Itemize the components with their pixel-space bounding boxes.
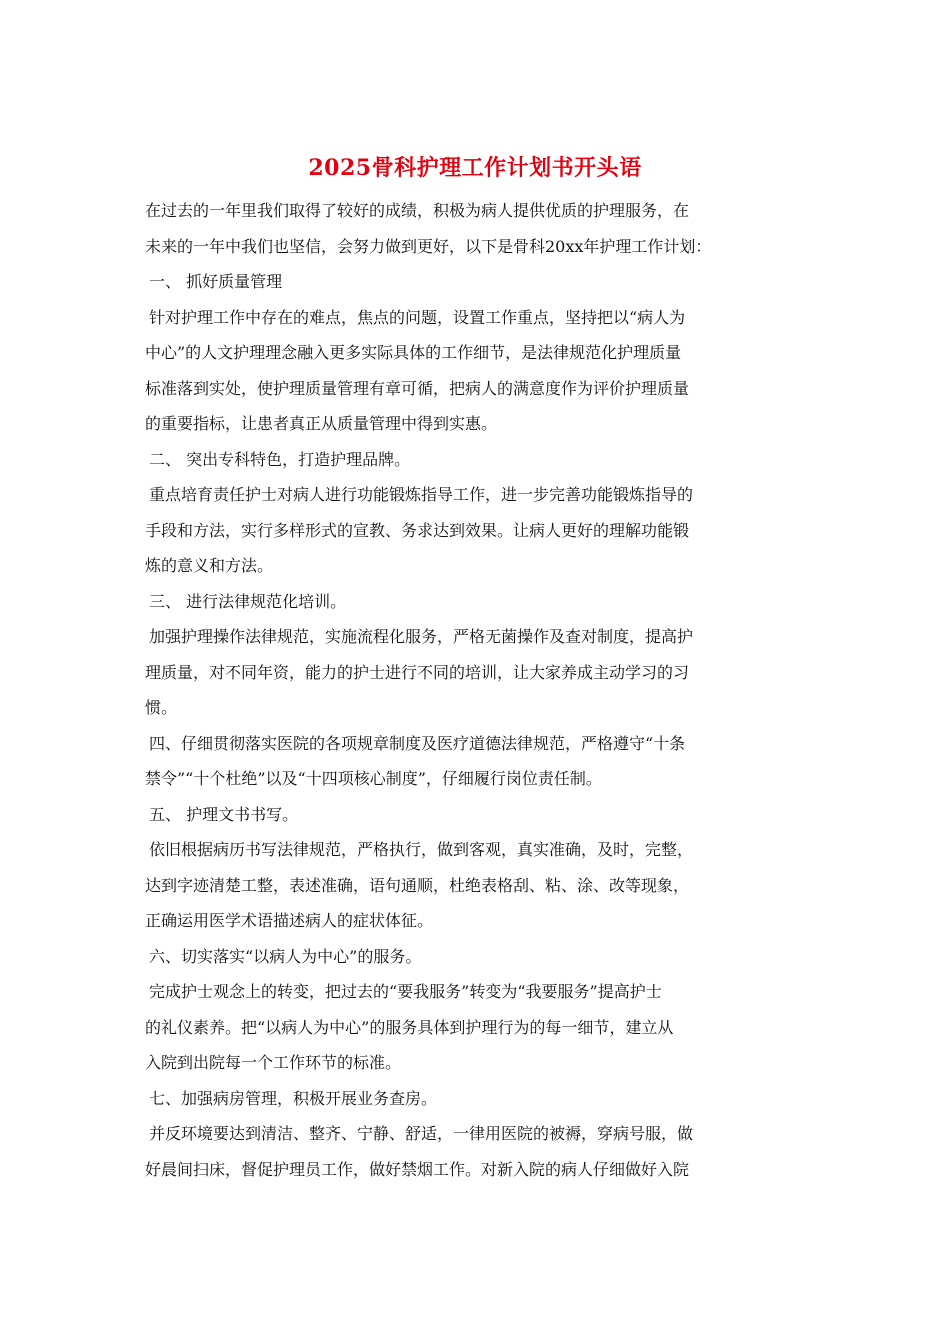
text-line: 并反环境要达到清洁、整齐、宁静、舒适，一律用医院的被褥，穿病号服，做 <box>149 1124 694 1143</box>
document-body <box>145 193 815 1187</box>
text-line: 标准落到实处，使护理质量管理有章可循，把病人的满意度作为评价护理质量 <box>145 378 690 398</box>
section-heading-line: 四、仔细贯彻落实医院的各项规章制度及医疗道德法律规范，严格遵守“十条 <box>149 733 686 753</box>
text-line: 正确运用医学术语描述病人的症状体征。 <box>145 911 434 930</box>
section-heading-line: 二、 突出专科特色，打造护理品牌。 <box>149 449 411 469</box>
text-line: 手段和方法，实行多样形式的宣教、务求达到效果。让病人更好的理解功能锻 <box>145 520 690 540</box>
section-heading-line: 六、切实落实“以病人为中心”的服务。 <box>149 946 422 966</box>
text-line: 好晨间扫床，督促护理员工作，做好禁烟工作。对新入院的病人仔细做好入院 <box>145 1159 690 1179</box>
text-line: 理质量，对不同年资，能力的护士进行不同的培训，让大家养成主动学习的习 <box>145 662 690 682</box>
text-line: 加强护理操作法律规范，实施流程化服务，严格无菌操作及查对制度，提高护 <box>149 627 694 646</box>
text-line: 的礼仪素养。把“以病人为中心”的服务具体到护理行为的每一细节，建立从 <box>145 1017 674 1037</box>
text-line: 完成护士观念上的转变，把过去的“要我服务”转变为“我要服务”提高护士 <box>149 982 662 1001</box>
section-heading-line: 五、 护理文书书写。 <box>149 804 299 824</box>
section-heading-line: 三、 进行法律规范化培训。 <box>149 591 347 611</box>
text-line: 炼的意义和方法。 <box>145 556 274 575</box>
text-line: 针对护理工作中存在的难点，焦点的问题，设置工作重点，坚持把以“病人为 <box>149 307 686 327</box>
text-line: 重点培育责任护士对病人进行功能锻炼指导工作，进一步完善功能锻炼指导的 <box>149 485 694 504</box>
section-heading-line: 一、 抓好质量管理 <box>149 272 283 291</box>
text-line: 的重要指标，让患者真正从质量管理中得到实惠。 <box>145 414 498 433</box>
text-line: 禁令”“十个杜绝”以及“十四项核心制度”，仔细履行岗位责任制。 <box>145 769 602 788</box>
text-line: 未来的一年中我们也坚信，会努力做到更好，以下是骨科20xx年护理工作计划： <box>145 236 712 256</box>
section-heading-line: 七、加强病房管理，积极开展业务查房。 <box>149 1088 438 1108</box>
text-line: 中心”的人文护理理念融入更多实际具体的工作细节，是法律规范化护理质量 <box>145 343 682 362</box>
text-line: 在过去的一年里我们取得了较好的成绩，积极为病人提供优质的护理服务，在 <box>145 201 690 220</box>
text-line: 依旧根据病历书写法律规范，严格执行，做到客观，真实准确，及时，完整， <box>149 840 694 859</box>
document-title: 2025骨科护理工作计划书开头语 <box>308 155 642 181</box>
text-line: 入院到出院每一个工作环节的标准。 <box>145 1053 402 1072</box>
text-line: 达到字迹清楚工整，表述准确，语句通顺，杜绝表格刮、粘、涂、改等现象， <box>145 875 690 895</box>
text-line: 惯。 <box>145 698 178 717</box>
